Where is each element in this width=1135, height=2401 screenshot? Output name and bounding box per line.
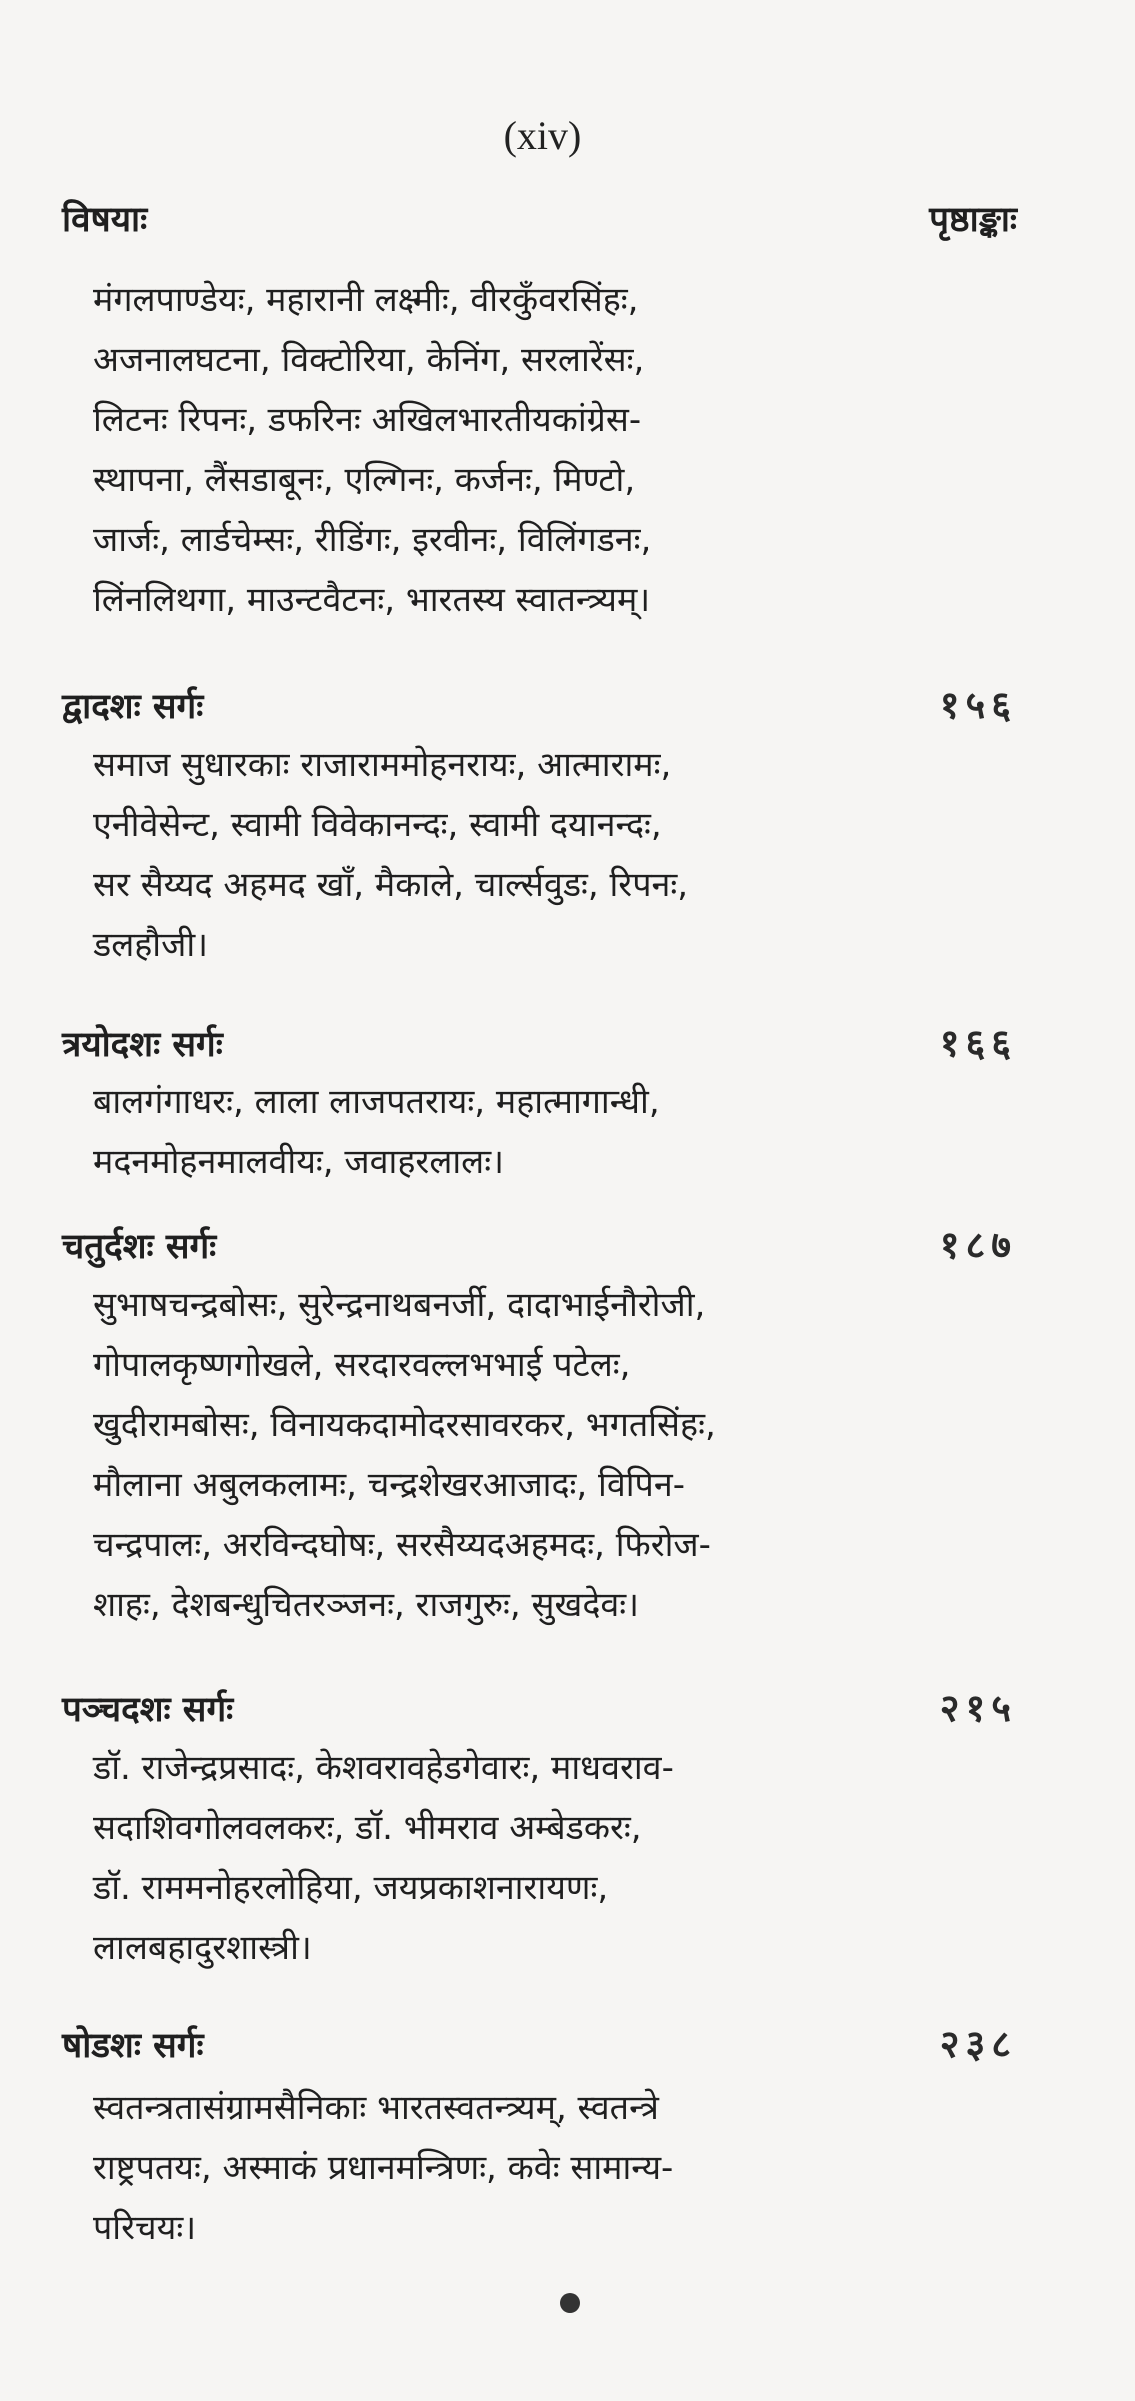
page-number: (xiv) <box>503 113 582 158</box>
section-title: चतुर्दशः सर्गः <box>62 1227 217 1267</box>
intro-topics <box>93 270 973 630</box>
topic-line: स्थापना, लैंसडाबूनः, एल्गिनः, कर्जनः, मिण्टो, <box>93 460 636 500</box>
topic-line: मौलाना अबुलकलामः, चन्द्रशेखरआजादः, विपिन- <box>93 1465 685 1505</box>
topic-line: गोपालकृष्णगोखले, सरदारवल्लभभाई पटेलः, <box>93 1345 631 1385</box>
topic-line: लिटनः रिपनः, डफरिनः अखिलभारतीयकांग्रेस- <box>93 400 642 440</box>
section-title: त्रयोदशः सर्गः <box>62 1025 223 1065</box>
section-page-number: १६६ <box>939 1021 1017 1065</box>
topic-line: बालगंगाधरः, लाला लाजपतरायः, महात्मागान्धी, <box>93 1082 660 1122</box>
section-title: पञ्चदशः सर्गः <box>62 1690 234 1730</box>
section-title: षोडशः सर्गः <box>62 2026 204 2066</box>
section-page-number: १८७ <box>939 1223 1017 1267</box>
topic-line: स्वतन्त्रतासंग्रामसैनिकाः भारतस्वतन्त्र्यम्, स्वतन्त्रे <box>93 2088 659 2128</box>
column-header <box>62 195 1017 242</box>
section-heading-row <box>62 1218 1017 1270</box>
topic-line: लालबहादुरशास्त्री। <box>93 1928 312 1968</box>
section-heading-row <box>62 1016 1017 1068</box>
topic-line: सर सैय्यद अहमद खाँ, मैकाले, चार्ल्सवुडः, रिपनः, <box>93 865 689 905</box>
topic-line: जार्जः, लार्डचेम्सः, रीडिंगः, इरवीनः, विलिंगडनः, <box>93 520 652 560</box>
topic-line: सुभाषचन्द्रबोसः, सुरेन्द्रनाथबनर्जी, दादाभाईनौरोजी, <box>93 1285 706 1325</box>
section-heading-row <box>62 2017 1017 2069</box>
topic-line: डलहौजी। <box>93 925 209 965</box>
section-heading-row <box>62 678 1017 730</box>
section-topics <box>93 1072 973 1192</box>
topic-line: एनीवेसेन्ट, स्वामी विवेकानन्दः, स्वामी दयानन्दः, <box>93 805 662 845</box>
topic-line: चन्द्रपालः, अरविन्दघोषः, सरसैय्यदअहमदः, फिरोज- <box>93 1525 711 1565</box>
section-topics <box>93 735 973 975</box>
bullet-mark <box>560 2293 580 2313</box>
topic-line: अजनालघटना, विक्टोरिया, केनिंग, सरलारेंसः, <box>93 340 645 380</box>
topic-line: मंगलपाण्डेयः, महारानी लक्ष्मीः, वीरकुँवरसिंहः, <box>93 280 639 320</box>
section-topics <box>93 1738 973 1978</box>
topic-line: शाहः, देशबन्धुचितरञ्जनः, राजगुरुः, सुखदेवः। <box>93 1585 640 1625</box>
section-page-number: १५६ <box>939 683 1017 727</box>
topic-line: सदाशिवगोलवलकरः, डॉ. भीमराव अम्बेडकरः, <box>93 1808 642 1848</box>
section-heading-row <box>62 1681 1017 1733</box>
topic-line: डॉ. राजेन्द्रप्रसादः, केशवरावहेडगेवारः, माधवराव- <box>93 1748 674 1788</box>
topic-line: मदनमोहनमालवीयः, जवाहरलालः। <box>93 1142 504 1182</box>
topic-line: लिंनलिथगा, माउन्टवैटनः, भारतस्य स्वातन्त्र्यम्। <box>93 580 651 620</box>
section-page-number: २३८ <box>939 2022 1017 2066</box>
topic-line: परिचयः। <box>93 2208 197 2248</box>
topic-line: राष्ट्रपतयः, अस्माकं प्रधानमन्त्रिणः, कवेः सामान्य- <box>93 2148 674 2188</box>
section-topics <box>93 1275 973 1635</box>
section-page-number: २१५ <box>939 1686 1017 1730</box>
section-title: द्वादशः सर्गः <box>62 687 204 727</box>
topic-line: खुदीरामबोसः, विनायकदामोदरसावरकर, भगतसिंहः, <box>93 1405 716 1445</box>
section-topics <box>93 2078 973 2258</box>
topics-label: विषयाः <box>62 200 148 240</box>
page-numbers-label: पृष्ठाङ्काः <box>929 200 1017 240</box>
topic-line: डॉ. राममनोहरलोहिया, जयप्रकाशनारायणः, <box>93 1868 609 1908</box>
topic-line: समाज सुधारकाः राजाराममोहनरायः, आत्मारामः, <box>93 745 672 785</box>
